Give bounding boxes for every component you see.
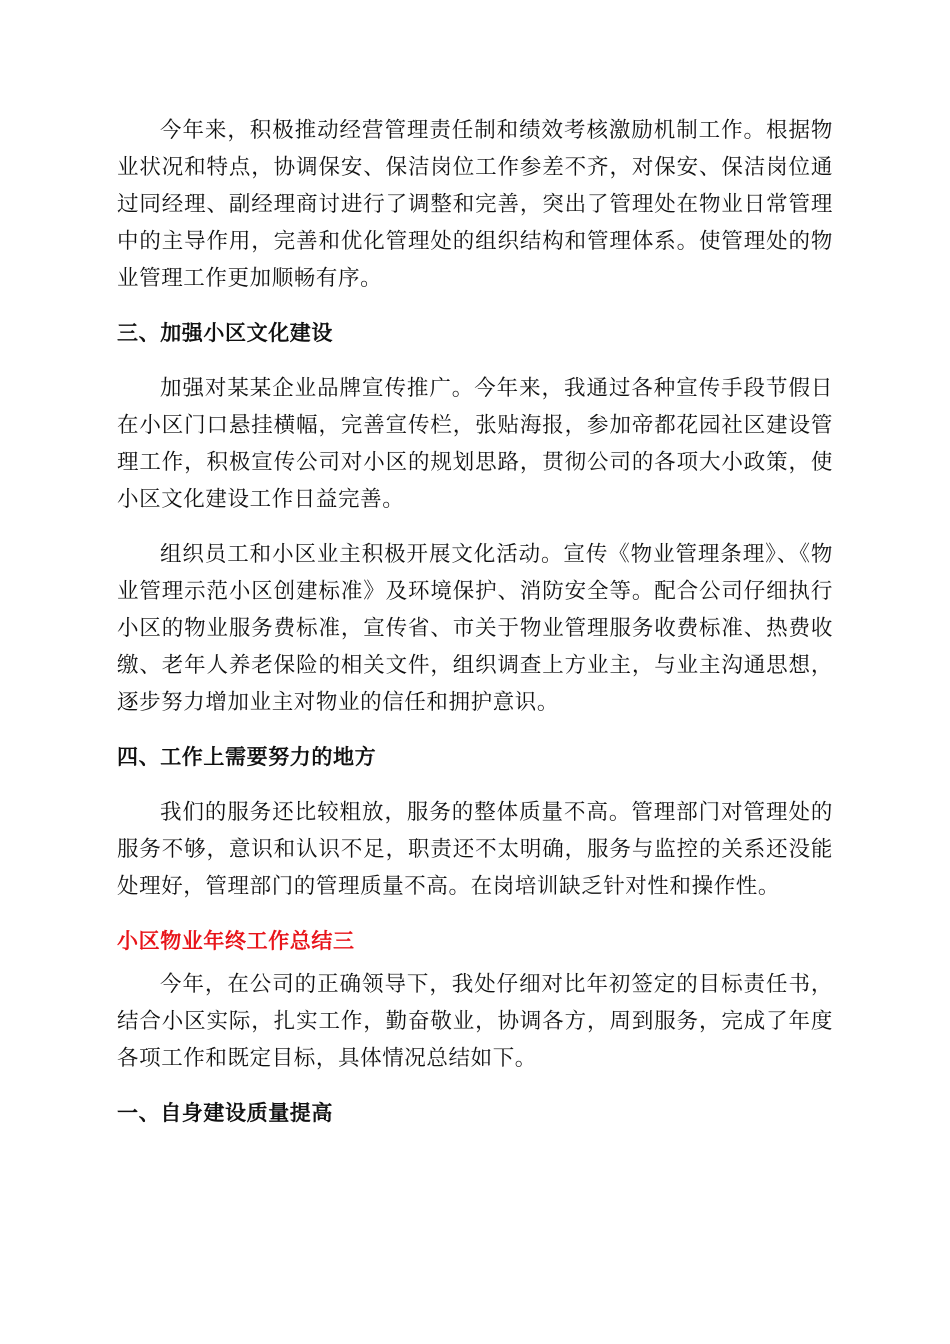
- heading-self-construction: 一、自身建设质量提高: [117, 1101, 333, 1125]
- paragraph-responsibility-system: 今年来，积极推动经营管理责任制和绩效考核激励机制工作。根据物业状况和特点，协调保安、保洁岗位工作参差不齐，对保安、保洁岗位通过同经理、副经理商讨进行了调整和完善，突出了管理处在物业日常管理中的主导作用，完善和优化管理处的组织结构和管理体系。使管理处的物业管理工作更加顺畅有序。: [117, 118, 833, 291]
- heading-areas-to-improve: 四、工作上需要努力的地方: [117, 745, 377, 769]
- paragraph-brand-promotion: 加强对某某企业品牌宣传推广。今年来，我通过各种宣传手段节假日在小区门口悬挂横幅，完善宣传栏，张贴海报，参加帝都花园社区建设管理工作，积极宣传公司对小区的规划思路，贯彻公司的各项大小政策，使小区文化建设工作日益完善。: [117, 376, 833, 512]
- heading-community-culture: 三、加强小区文化建设: [117, 321, 333, 345]
- paragraph-service-quality: 我们的服务还比较粗放，服务的整体质量不高。管理部门对管理处的服务不够，意识和认识不足，职责还不太明确，服务与监控的关系还没能处理好，管理部门的管理质量不高。在岗培训缺乏针对性和操作性。: [117, 800, 833, 899]
- paragraph-annual-overview: 今年，在公司的正确领导下，我处仔细对比年初签定的目标责任书，结合小区实际，扎实工作，勤奋敬业，协调各方，周到服务，完成了年度各项工作和既定目标，具体情况总结如下。: [117, 972, 833, 1071]
- document-body: [117, 112, 833, 1150]
- paragraph-cultural-activities: 组织员工和小区业主积极开展文化活动。宣传《物业管理条理》、《物业管理示范小区创建标准》及环境保护、消防安全等。配合公司仔细执行小区的物业服务费标准，宣传省、市关于物业管理服务收费标准、热费收缴、老年人养老保险的相关文件，组织调查上方业主，与业主沟通思想，逐步努力增加业主对物业的信任和拥护意识。: [117, 542, 833, 715]
- section-title-summary-three: 小区物业年终工作总结三: [117, 929, 355, 953]
